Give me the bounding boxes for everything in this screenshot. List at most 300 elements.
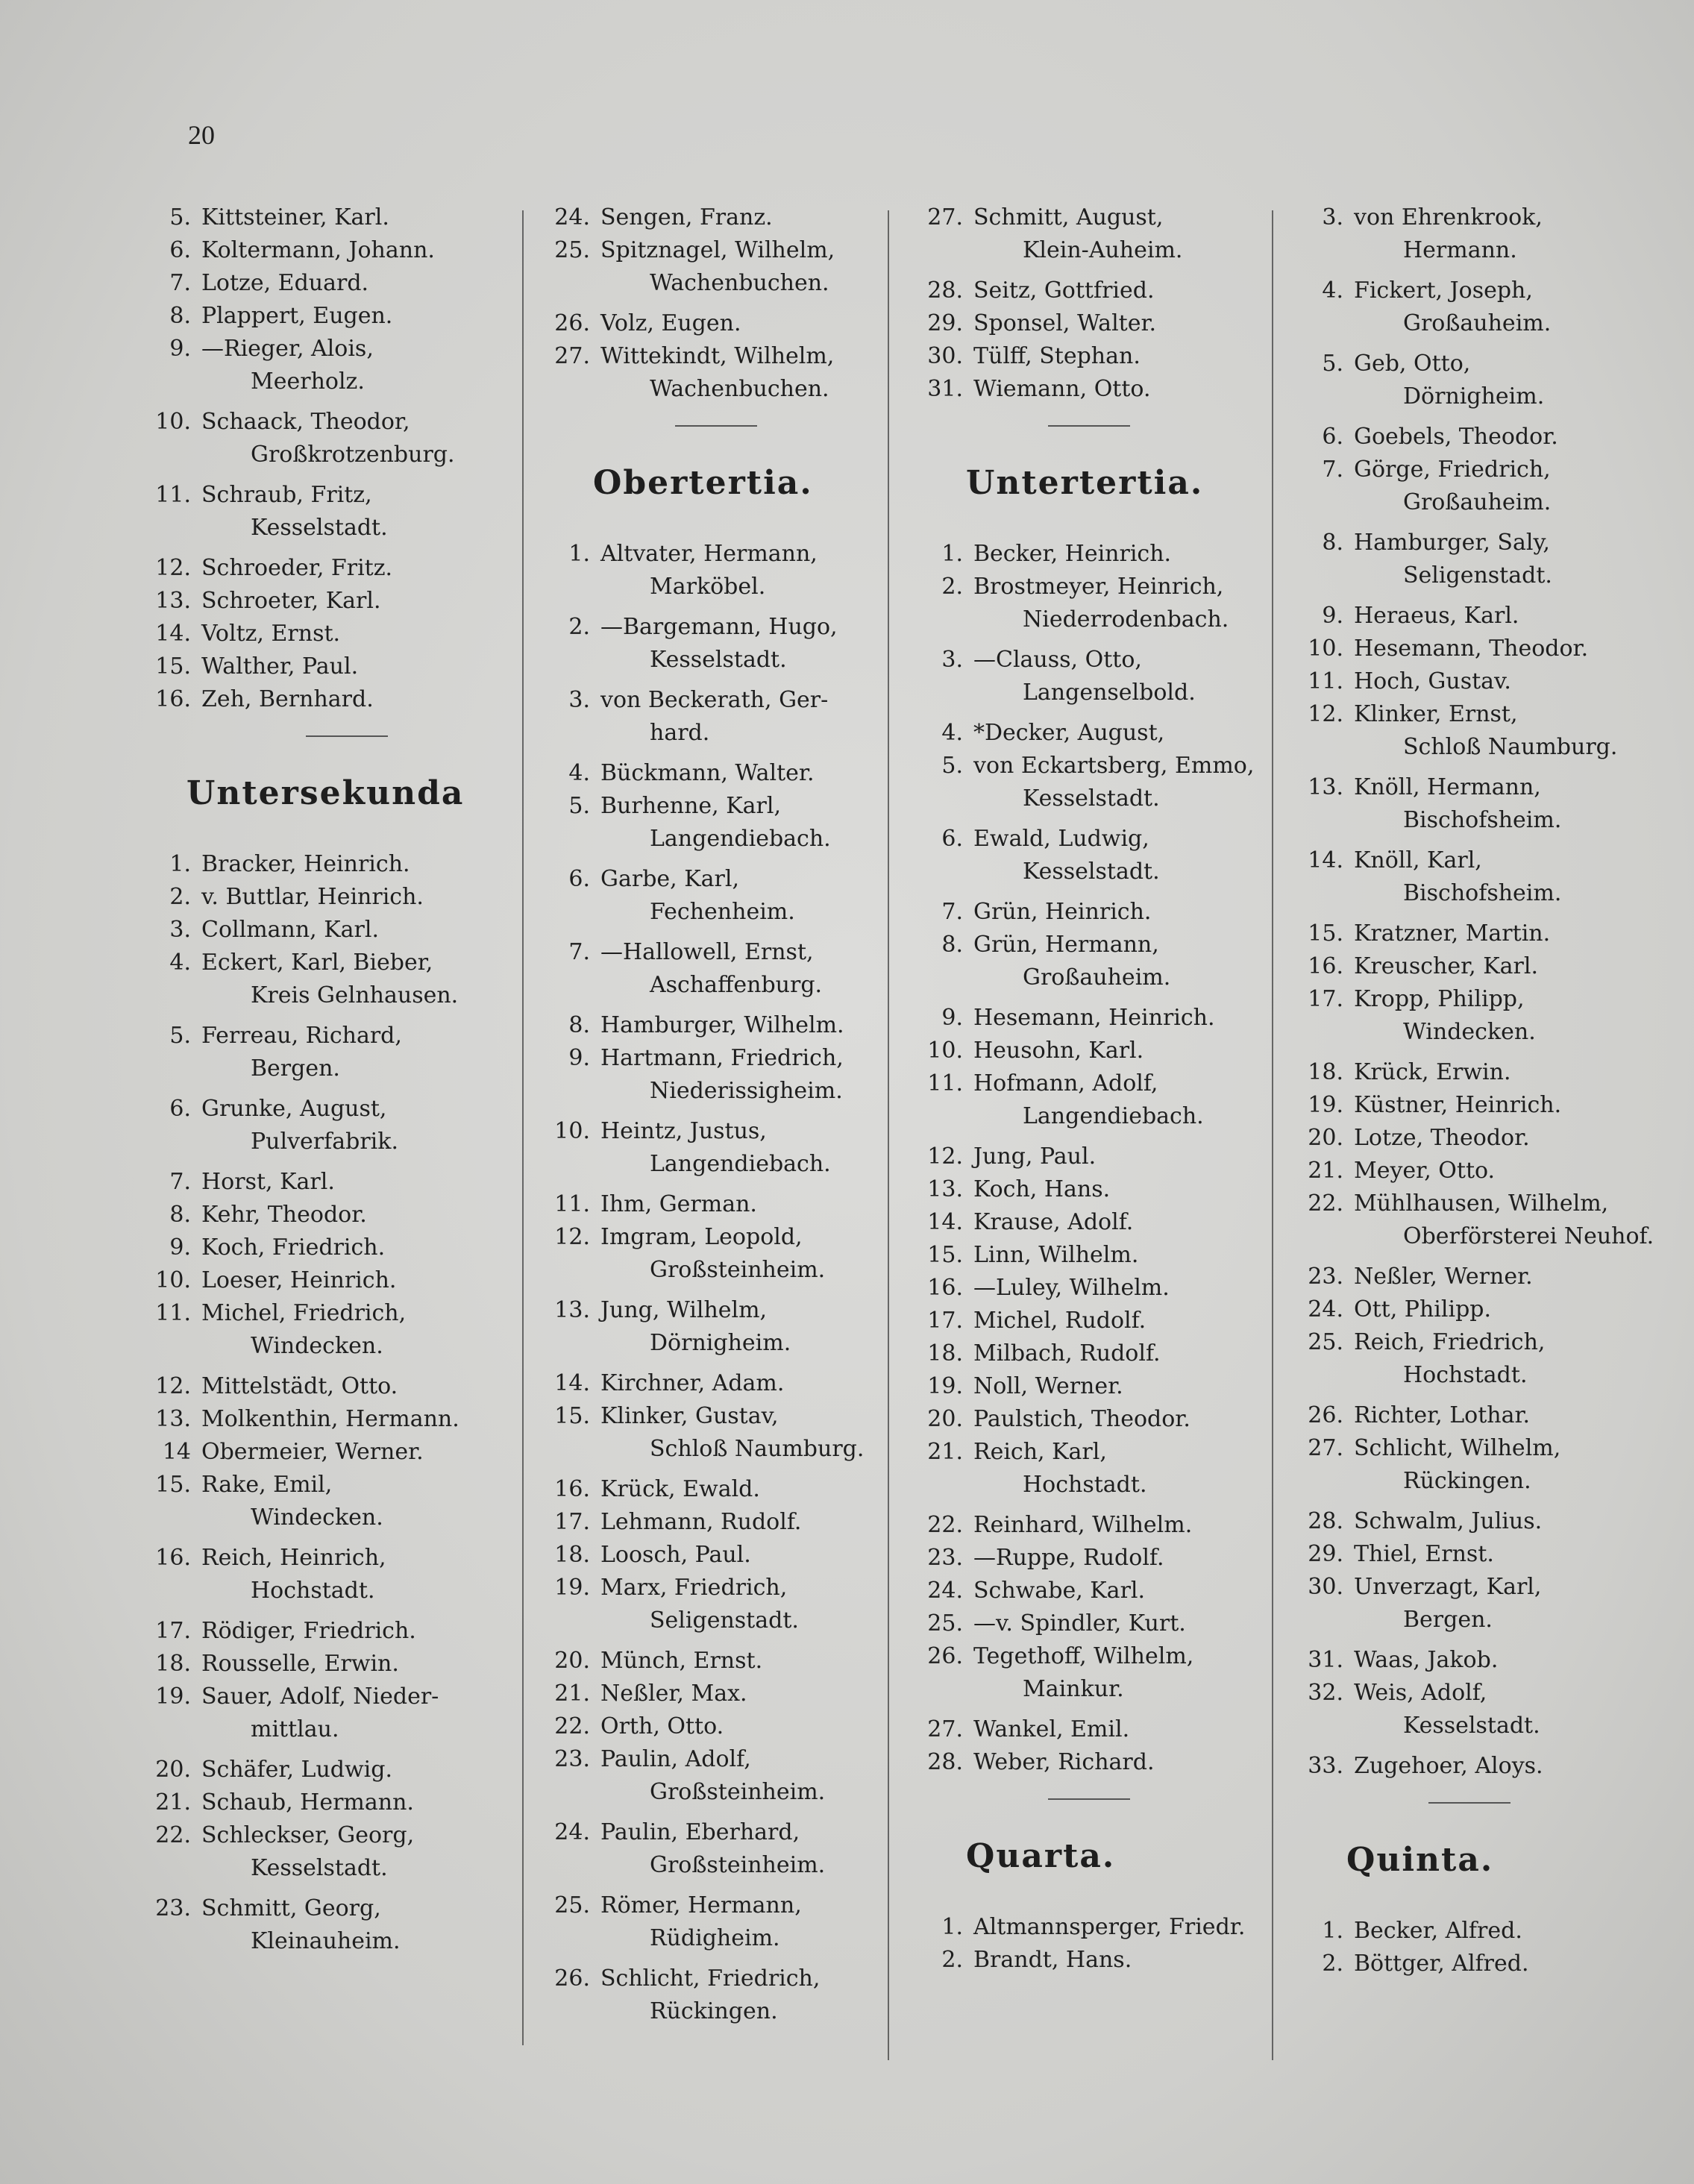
entry-number: 5. bbox=[169, 1023, 191, 1049]
entry-number: 12. bbox=[927, 1143, 963, 1170]
list-entry bbox=[149, 1370, 507, 1403]
entry-name: Hamburger, Saly, bbox=[1354, 530, 1550, 556]
list-entry bbox=[921, 1140, 1264, 1173]
list-entry bbox=[921, 823, 1264, 888]
list-entry bbox=[921, 1640, 1264, 1706]
entry-number: 25. bbox=[1308, 1329, 1343, 1355]
entry-number: 1. bbox=[941, 1914, 963, 1940]
list-entry bbox=[1302, 1399, 1660, 1432]
list-entry bbox=[921, 307, 1264, 340]
entry-name: Paulin, Eberhard, bbox=[600, 1819, 800, 1845]
list-entry bbox=[548, 757, 876, 790]
entry-name: Schmitt, August, bbox=[973, 204, 1164, 230]
list-entry bbox=[548, 1645, 876, 1678]
section-separator bbox=[675, 425, 757, 427]
entry-number: 27. bbox=[927, 204, 963, 230]
section-separator bbox=[1428, 1802, 1511, 1804]
list-entry bbox=[548, 1816, 876, 1882]
entry-number: 8. bbox=[169, 303, 191, 329]
list-entry bbox=[921, 1403, 1264, 1436]
entry-name: Imgram, Leopold, bbox=[600, 1224, 803, 1250]
entry-number: 19. bbox=[554, 1575, 590, 1601]
entry-number: 10. bbox=[927, 1038, 963, 1064]
entry-place: Wachenbuchen. bbox=[650, 376, 829, 402]
entry-name: Linn, Wilhelm. bbox=[973, 1242, 1139, 1268]
entry-name: Ihm, German. bbox=[600, 1191, 757, 1217]
entry-number: 7. bbox=[1322, 456, 1343, 483]
entry-number: 21. bbox=[155, 1789, 191, 1816]
entry-number: 13. bbox=[927, 1176, 963, 1202]
entry-name: Schwalm, Julius. bbox=[1354, 1508, 1543, 1534]
list-entry bbox=[149, 552, 507, 585]
entry-place: mittlau. bbox=[251, 1716, 339, 1742]
entry-name: Voltz, Ernst. bbox=[201, 621, 341, 647]
column-divider bbox=[522, 210, 524, 2045]
entry-number: 10. bbox=[155, 409, 191, 435]
entry-place: Klein-Auheim. bbox=[1023, 237, 1183, 263]
entry-name: Rousselle, Erwin. bbox=[201, 1651, 399, 1677]
entry-name: Loosch, Paul. bbox=[600, 1542, 751, 1568]
entry-name: —v. Spindler, Kurt. bbox=[973, 1610, 1186, 1637]
section-heading: Untersekunda bbox=[186, 774, 465, 812]
list-entry bbox=[921, 1239, 1264, 1272]
list-entry bbox=[548, 1400, 876, 1466]
list-entry bbox=[921, 1305, 1264, 1337]
entry-name: Heraeus, Karl. bbox=[1354, 603, 1519, 629]
list-entry bbox=[548, 1115, 876, 1181]
entry-number: 22. bbox=[927, 1512, 963, 1538]
entry-name: Grün, Heinrich. bbox=[973, 899, 1152, 925]
entry-number: 5. bbox=[169, 204, 191, 230]
entry-number: 13. bbox=[155, 1406, 191, 1432]
entry-number: 26. bbox=[554, 310, 590, 336]
entry-name: Richter, Lothar. bbox=[1354, 1402, 1531, 1428]
entry-number: 31. bbox=[1308, 1647, 1343, 1673]
list-entry bbox=[1302, 1538, 1660, 1571]
entry-name: Tülff, Stephan. bbox=[973, 343, 1141, 369]
entry-name: Kropp, Philipp, bbox=[1354, 986, 1525, 1012]
section-separator bbox=[1048, 425, 1130, 427]
list-entry bbox=[1302, 1750, 1660, 1783]
entry-number: 6. bbox=[1322, 424, 1343, 450]
entry-name: Knöll, Karl, bbox=[1354, 847, 1482, 873]
entry-place: Kesselstadt. bbox=[1023, 785, 1160, 812]
list-entry bbox=[548, 1889, 876, 1955]
list-entry bbox=[921, 1067, 1264, 1133]
entry-number: 28. bbox=[927, 1749, 963, 1775]
entry-name: Weber, Richard. bbox=[973, 1749, 1155, 1775]
entry-number: 16. bbox=[554, 1476, 590, 1502]
entry-number: 11. bbox=[155, 482, 191, 508]
entry-name: Reich, Friedrich, bbox=[1354, 1329, 1546, 1355]
entry-name: Kreuscher, Karl. bbox=[1354, 953, 1538, 979]
list-entry bbox=[149, 650, 507, 683]
entry-number: 5. bbox=[1322, 351, 1343, 377]
list-entry bbox=[1302, 950, 1660, 983]
entry-number: 15. bbox=[554, 1403, 590, 1429]
entry-place: Langendiebach. bbox=[650, 826, 831, 852]
entry-name: Reich, Karl, bbox=[973, 1439, 1107, 1465]
list-entry bbox=[149, 1199, 507, 1231]
entry-place: Niederrodenbach. bbox=[1023, 606, 1229, 633]
list-entry bbox=[921, 717, 1264, 750]
entry-number: 11. bbox=[927, 1070, 963, 1096]
entry-name: Reich, Heinrich, bbox=[201, 1545, 386, 1571]
entry-name: Böttger, Alfred. bbox=[1354, 1951, 1529, 1977]
entry-name: Zeh, Bernhard. bbox=[201, 686, 374, 712]
entry-place: Kleinauheim. bbox=[251, 1928, 401, 1954]
list-entry bbox=[1302, 274, 1660, 340]
entry-name: Goebels, Theodor. bbox=[1354, 424, 1558, 450]
entry-name: Neßler, Max. bbox=[600, 1681, 747, 1707]
entry-number: 17. bbox=[554, 1509, 590, 1535]
list-entry bbox=[149, 947, 507, 1012]
entry-place: Niederissigheim. bbox=[650, 1078, 843, 1104]
list-entry bbox=[149, 1542, 507, 1607]
list-entry bbox=[548, 1506, 876, 1539]
list-entry bbox=[149, 1786, 507, 1819]
list-entry bbox=[921, 340, 1264, 373]
entry-name: Lotze, Theodor. bbox=[1354, 1125, 1530, 1151]
list-entry bbox=[548, 611, 876, 677]
list-entry bbox=[548, 307, 876, 340]
list-entry bbox=[149, 1264, 507, 1297]
entry-number: 9. bbox=[941, 1005, 963, 1031]
list-entry bbox=[548, 1962, 876, 2028]
entry-name: Jung, Paul. bbox=[973, 1143, 1097, 1170]
section-separator bbox=[1048, 1798, 1130, 1800]
entry-name: Küstner, Heinrich. bbox=[1354, 1092, 1562, 1118]
entry-name: Heintz, Justus, bbox=[600, 1118, 767, 1144]
section-heading: Quinta. bbox=[1346, 1841, 1494, 1879]
list-entry bbox=[548, 1188, 876, 1221]
entry-number: 27. bbox=[554, 343, 590, 369]
column-divider bbox=[1272, 210, 1273, 2060]
list-entry bbox=[1302, 633, 1660, 665]
entry-name: Garbe, Karl, bbox=[600, 866, 739, 892]
list-entry bbox=[1302, 983, 1660, 1049]
entry-name: Tegethoff, Wilhelm, bbox=[973, 1643, 1194, 1669]
list-entry bbox=[149, 1819, 507, 1885]
entry-place: Pulverfabrik. bbox=[251, 1129, 398, 1155]
entry-place: Großauheim. bbox=[1023, 964, 1171, 991]
entry-place: Hochstadt. bbox=[251, 1578, 375, 1604]
entry-place: Kesselstadt. bbox=[1023, 859, 1160, 885]
entry-name: Wittekindt, Wilhelm, bbox=[600, 343, 835, 369]
entry-name: Schlicht, Friedrich, bbox=[600, 1965, 821, 1992]
entry-number: 16. bbox=[155, 1545, 191, 1571]
entry-number: 24. bbox=[554, 1819, 590, 1845]
list-entry bbox=[1302, 454, 1660, 519]
entry-name: Zugehoer, Aloys. bbox=[1354, 1753, 1543, 1779]
entry-name: Römer, Hermann, bbox=[600, 1892, 802, 1918]
list-entry bbox=[548, 1367, 876, 1400]
entry-name: Paulin, Adolf, bbox=[600, 1746, 751, 1772]
entry-number: 14. bbox=[1308, 847, 1343, 873]
entry-number: 2. bbox=[1322, 1951, 1343, 1977]
entry-number: 15. bbox=[1308, 920, 1343, 947]
entry-name: —Ruppe, Rudolf. bbox=[973, 1545, 1164, 1571]
list-entry bbox=[921, 1337, 1264, 1370]
entry-name: Sengen, Franz. bbox=[600, 204, 773, 230]
list-entry bbox=[548, 790, 876, 856]
entry-name: Marx, Friedrich, bbox=[600, 1575, 788, 1601]
list-entry bbox=[149, 1403, 507, 1436]
list-entry bbox=[1302, 1505, 1660, 1538]
list-entry bbox=[1302, 698, 1660, 764]
entry-number: 3. bbox=[941, 647, 963, 673]
entry-number: 19. bbox=[1308, 1092, 1343, 1118]
entry-number: 12. bbox=[1308, 701, 1343, 727]
list-entry bbox=[149, 333, 507, 398]
entry-number: 25. bbox=[927, 1610, 963, 1637]
entry-name: Mühlhausen, Wilhelm, bbox=[1354, 1190, 1609, 1217]
entry-number: 1. bbox=[941, 541, 963, 567]
entry-number: 4. bbox=[169, 950, 191, 976]
entry-number: 28. bbox=[1308, 1508, 1343, 1534]
entry-number: 30. bbox=[927, 343, 963, 369]
entry-number: 23. bbox=[155, 1895, 191, 1921]
list-entry bbox=[1302, 1261, 1660, 1293]
entry-name: Becker, Alfred. bbox=[1354, 1918, 1522, 1944]
list-entry bbox=[149, 267, 507, 300]
entry-name: Paulstich, Theodor. bbox=[973, 1406, 1190, 1432]
entry-number: 6. bbox=[941, 826, 963, 852]
list-entry bbox=[149, 1166, 507, 1199]
entry-name: Knöll, Hermann, bbox=[1354, 774, 1541, 800]
section-heading: Obertertia. bbox=[593, 464, 813, 502]
entry-number: 21. bbox=[1308, 1158, 1343, 1184]
list-entry bbox=[921, 274, 1264, 307]
list-entry bbox=[548, 1009, 876, 1042]
entry-number: 8. bbox=[941, 932, 963, 958]
entry-name: Geb, Otto, bbox=[1354, 351, 1471, 377]
entry-name: Krück, Ewald. bbox=[600, 1476, 760, 1502]
list-entry bbox=[548, 1473, 876, 1506]
list-entry bbox=[149, 300, 507, 333]
entry-name: Kittsteiner, Karl. bbox=[201, 204, 389, 230]
entry-number: 7. bbox=[941, 899, 963, 925]
entry-number: 21. bbox=[927, 1439, 963, 1465]
entry-name: Ott, Philipp. bbox=[1354, 1296, 1492, 1322]
entry-place: Großsteinheim. bbox=[650, 1779, 826, 1805]
entry-name: Brandt, Hans. bbox=[973, 1947, 1132, 1973]
list-entry bbox=[548, 1294, 876, 1360]
entry-place: Langenselbold. bbox=[1023, 680, 1196, 706]
entry-place: Langendiebach. bbox=[650, 1151, 831, 1177]
list-entry bbox=[921, 750, 1264, 815]
entry-name: Wiemann, Otto. bbox=[973, 376, 1151, 402]
entry-name: Volz, Eugen. bbox=[600, 310, 741, 336]
entry-place: Kesselstadt. bbox=[251, 515, 388, 541]
entry-number: 23. bbox=[1308, 1264, 1343, 1290]
entry-number: 8. bbox=[169, 1202, 191, 1228]
entry-name: Weis, Adolf, bbox=[1354, 1680, 1487, 1706]
entry-place: Dörnigheim. bbox=[1403, 383, 1545, 410]
entry-number: 10. bbox=[1308, 636, 1343, 662]
list-entry bbox=[921, 1713, 1264, 1746]
list-entry bbox=[149, 1648, 507, 1681]
entry-name: Obermeier, Werner. bbox=[201, 1439, 424, 1465]
entry-number: 12. bbox=[554, 1224, 590, 1250]
entry-place: Marköbel. bbox=[650, 574, 766, 600]
entry-number: 5. bbox=[941, 753, 963, 779]
entry-number: 27. bbox=[1308, 1435, 1343, 1461]
list-entry bbox=[149, 683, 507, 716]
entry-name: Hamburger, Wilhelm. bbox=[600, 1012, 844, 1038]
entry-name: Schäfer, Ludwig. bbox=[201, 1757, 392, 1783]
entry-name: Molkenthin, Hermann. bbox=[201, 1406, 459, 1432]
entry-place: Seligenstadt. bbox=[650, 1607, 799, 1634]
entry-number: 13. bbox=[554, 1297, 590, 1323]
entry-number: 19. bbox=[155, 1684, 191, 1710]
entry-number: 15. bbox=[155, 653, 191, 680]
entry-number: 19. bbox=[927, 1373, 963, 1399]
list-entry bbox=[1302, 1677, 1660, 1742]
list-entry bbox=[1302, 1326, 1660, 1392]
entry-place: Langendiebach. bbox=[1023, 1103, 1204, 1129]
entry-number: 7. bbox=[568, 939, 590, 965]
entry-place: Seligenstadt. bbox=[1403, 562, 1552, 589]
entry-name: Brostmeyer, Heinrich, bbox=[973, 574, 1224, 600]
entry-name: Kirchner, Adam. bbox=[600, 1370, 785, 1396]
entry-name: Kehr, Theodor. bbox=[201, 1202, 367, 1228]
list-entry bbox=[149, 1681, 507, 1746]
entry-number: 20. bbox=[1308, 1125, 1343, 1151]
list-entry bbox=[548, 1572, 876, 1637]
entry-name: Jung, Wilhelm, bbox=[600, 1297, 768, 1323]
entry-name: Schmitt, Georg, bbox=[201, 1895, 381, 1921]
entry-place: Kesselstadt. bbox=[1403, 1713, 1540, 1739]
list-entry bbox=[548, 1710, 876, 1743]
section-separator bbox=[306, 735, 388, 737]
entry-place: Kreis Gelnhausen. bbox=[251, 982, 459, 1008]
entry-place: Fechenheim. bbox=[650, 899, 795, 925]
entry-number: 20. bbox=[927, 1406, 963, 1432]
entry-place: Bischofsheim. bbox=[1403, 807, 1562, 833]
list-entry bbox=[548, 684, 876, 750]
entry-number: 31. bbox=[927, 376, 963, 402]
entry-name: Becker, Heinrich. bbox=[973, 541, 1172, 567]
list-entry bbox=[548, 1042, 876, 1108]
list-entry bbox=[921, 538, 1264, 571]
entry-name: Unverzagt, Karl, bbox=[1354, 1574, 1542, 1600]
entry-name: Rake, Emil, bbox=[201, 1472, 333, 1498]
entry-number: 4. bbox=[1322, 277, 1343, 304]
entry-number: 7. bbox=[169, 1169, 191, 1195]
list-entry bbox=[548, 1743, 876, 1809]
entry-number: 26. bbox=[554, 1965, 590, 1992]
entry-name: Lotze, Eduard. bbox=[201, 270, 369, 296]
list-entry bbox=[1302, 1915, 1660, 1948]
entry-number: 8. bbox=[1322, 530, 1343, 556]
entry-number: 16. bbox=[155, 686, 191, 712]
entry-place: Meerholz. bbox=[251, 368, 365, 395]
entry-number: 2. bbox=[941, 1947, 963, 1973]
entry-name: Loeser, Heinrich. bbox=[201, 1267, 397, 1293]
list-entry bbox=[1302, 1056, 1660, 1089]
entry-number: 17. bbox=[1308, 986, 1343, 1012]
entry-number: 18. bbox=[155, 1651, 191, 1677]
list-entry bbox=[921, 1206, 1264, 1239]
entry-number: 14. bbox=[155, 621, 191, 647]
list-entry bbox=[1302, 348, 1660, 413]
entry-number: 22. bbox=[554, 1713, 590, 1739]
entry-number: 6. bbox=[169, 237, 191, 263]
entry-number: 17. bbox=[927, 1308, 963, 1334]
list-entry bbox=[1302, 1571, 1660, 1637]
entry-number: 18. bbox=[554, 1542, 590, 1568]
entry-number: 4. bbox=[568, 760, 590, 786]
entry-name: Hartmann, Friedrich, bbox=[600, 1045, 844, 1071]
list-entry bbox=[921, 1436, 1264, 1502]
entry-name: —Luley, Wilhelm. bbox=[973, 1275, 1170, 1301]
list-entry bbox=[149, 1469, 507, 1534]
entry-number: 29. bbox=[927, 310, 963, 336]
entry-number: 30. bbox=[1308, 1574, 1343, 1600]
entry-name: Ewald, Ludwig, bbox=[973, 826, 1149, 852]
entry-number: 2. bbox=[568, 614, 590, 640]
entry-name: Mittelstädt, Otto. bbox=[201, 1373, 398, 1399]
list-entry bbox=[149, 1436, 507, 1469]
list-entry bbox=[1302, 1293, 1660, 1326]
list-entry bbox=[921, 1575, 1264, 1607]
list-entry bbox=[1302, 1155, 1660, 1187]
entry-name: Görge, Friedrich, bbox=[1354, 456, 1551, 483]
entry-name: Eckert, Karl, Bieber, bbox=[201, 950, 433, 976]
list-entry bbox=[149, 585, 507, 618]
list-entry bbox=[149, 406, 507, 471]
entry-name: —Clauss, Otto, bbox=[973, 647, 1142, 673]
entry-name: Klinker, Gustav, bbox=[600, 1403, 779, 1429]
entry-place: Schloß Naumburg. bbox=[650, 1436, 865, 1462]
entry-number: 5. bbox=[568, 793, 590, 819]
entry-name: Grün, Hermann, bbox=[973, 932, 1159, 958]
entry-place: Mainkur. bbox=[1023, 1676, 1124, 1702]
list-entry bbox=[1302, 1644, 1660, 1677]
list-entry bbox=[548, 936, 876, 1002]
column-divider bbox=[888, 210, 889, 2060]
entry-name: Michel, Friedrich, bbox=[201, 1300, 407, 1326]
column-2 bbox=[548, 201, 876, 2036]
entry-number: 7. bbox=[169, 270, 191, 296]
entry-place: Schloß Naumburg. bbox=[1403, 734, 1618, 760]
entry-name: Schlicht, Wilhelm, bbox=[1354, 1435, 1561, 1461]
list-entry bbox=[1302, 1122, 1660, 1155]
entry-name: Krause, Adolf. bbox=[973, 1209, 1134, 1235]
list-entry bbox=[149, 1754, 507, 1786]
list-entry bbox=[1302, 665, 1660, 698]
entry-name: v. Buttlar, Heinrich. bbox=[201, 884, 424, 910]
entry-name: —Hallowell, Ernst, bbox=[600, 939, 814, 965]
entry-number: 3. bbox=[568, 687, 590, 713]
entry-number: 3. bbox=[169, 917, 191, 943]
entry-place: Großsteinheim. bbox=[650, 1257, 826, 1283]
entry-place: Bischofsheim. bbox=[1403, 880, 1562, 906]
list-entry bbox=[921, 571, 1264, 636]
entry-name: Reinhard, Wilhelm. bbox=[973, 1512, 1193, 1538]
list-entry bbox=[921, 1272, 1264, 1305]
entry-name: Koltermann, Johann. bbox=[201, 237, 435, 263]
list-entry bbox=[1302, 844, 1660, 910]
entry-place: hard. bbox=[650, 720, 710, 746]
entry-number: 24. bbox=[1308, 1296, 1343, 1322]
entry-name: Koch, Friedrich. bbox=[201, 1234, 386, 1261]
list-entry bbox=[921, 644, 1264, 709]
entry-number: 33. bbox=[1308, 1753, 1343, 1779]
entry-name: Meyer, Otto. bbox=[1354, 1158, 1496, 1184]
entry-name: Wankel, Emil. bbox=[973, 1716, 1130, 1742]
